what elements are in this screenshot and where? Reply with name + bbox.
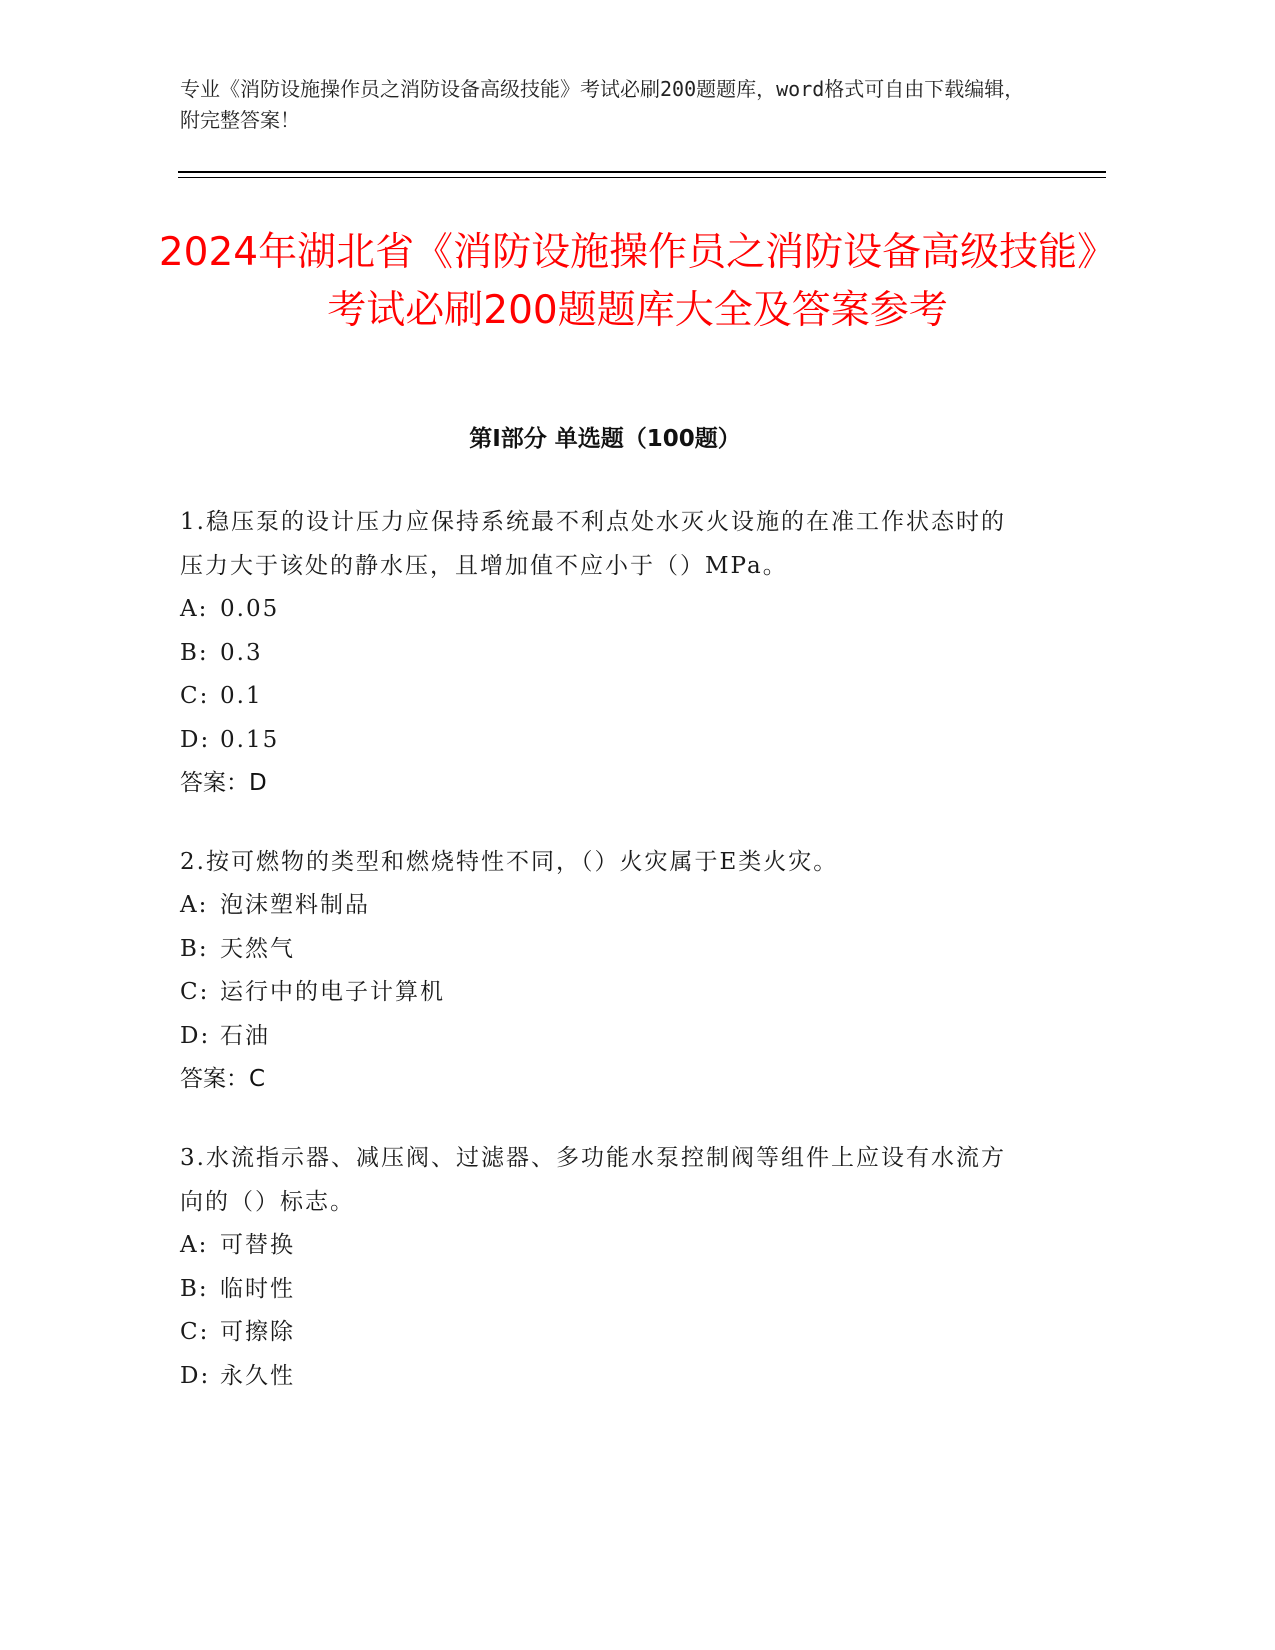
option-c — [180, 971, 1030, 1015]
option-letter: C: — [180, 1319, 210, 1345]
option-letter: B: — [180, 639, 209, 666]
option-c — [180, 675, 1030, 719]
option-letter: B: — [180, 1275, 209, 1302]
option-letter: C: — [180, 979, 210, 1005]
option-text: 临时性 — [220, 1275, 295, 1302]
document-title: 2024年湖北省《消防设施操作员之消防设备高级技能》考试必刷200题题库大全及答案参考 — [158, 230, 1117, 333]
question-text: 1.稳压泵的设计压力应保持系统最不利点处水灭火设施的在准工作状态时的压力大于该处的静水压，且增加值不应小于（）MPa。 — [180, 509, 1006, 579]
option-text: 可擦除 — [220, 1319, 295, 1345]
option-letter: A: — [180, 892, 209, 918]
option-text: 运行中的电子计算机 — [220, 979, 445, 1005]
option-text: 0.05 — [220, 596, 280, 622]
option-d — [180, 1015, 1030, 1059]
header-divider-thick — [178, 171, 1106, 173]
option-letter: A: — [180, 1232, 209, 1258]
header-note: 专业《消防设施操作员之消防设备高级技能》考试必刷200题题库，word格式可自由下载编辑，附完整答案！ — [180, 77, 1025, 132]
question-2 — [180, 840, 1030, 1101]
option-b — [180, 1268, 1030, 1312]
question-list — [180, 500, 1030, 1433]
option-letter: B: — [180, 935, 209, 962]
answer-text: 答案：C — [180, 1066, 266, 1092]
option-c — [180, 1311, 1030, 1355]
option-letter: D: — [180, 1362, 211, 1389]
option-a — [180, 884, 1030, 928]
option-letter: D: — [180, 1022, 211, 1049]
question-text: 3.水流指示器、减压阀、过滤器、多功能水泵控制阀等组件上应设有水流方向的（）标志。 — [180, 1145, 1006, 1215]
option-letter: A: — [180, 596, 209, 622]
option-a — [180, 1224, 1030, 1268]
header-divider-thin — [178, 177, 1106, 178]
question-text: 2.按可燃物的类型和燃烧特性不同，（）火灾属于E类火灾。 — [180, 849, 839, 875]
option-a — [180, 588, 1030, 632]
option-text: 0.3 — [220, 639, 263, 666]
question-3 — [180, 1136, 1030, 1398]
option-text: 可替换 — [220, 1232, 295, 1258]
answer-text: 答案：D — [180, 770, 267, 796]
option-b — [180, 928, 1030, 972]
option-text: 天然气 — [220, 935, 295, 962]
option-text: 永久性 — [220, 1362, 295, 1389]
option-text: 0.15 — [220, 726, 280, 753]
option-d — [180, 1355, 1030, 1399]
option-letter: C: — [180, 683, 210, 709]
option-text: 0.1 — [220, 683, 263, 709]
option-text: 泡沫塑料制品 — [220, 892, 370, 918]
section-title: 第I部分 单选题（100题） — [469, 426, 741, 452]
option-letter: D: — [180, 726, 211, 753]
option-d — [180, 719, 1030, 763]
question-1 — [180, 500, 1030, 805]
option-b — [180, 632, 1030, 676]
option-text: 石油 — [220, 1022, 270, 1049]
